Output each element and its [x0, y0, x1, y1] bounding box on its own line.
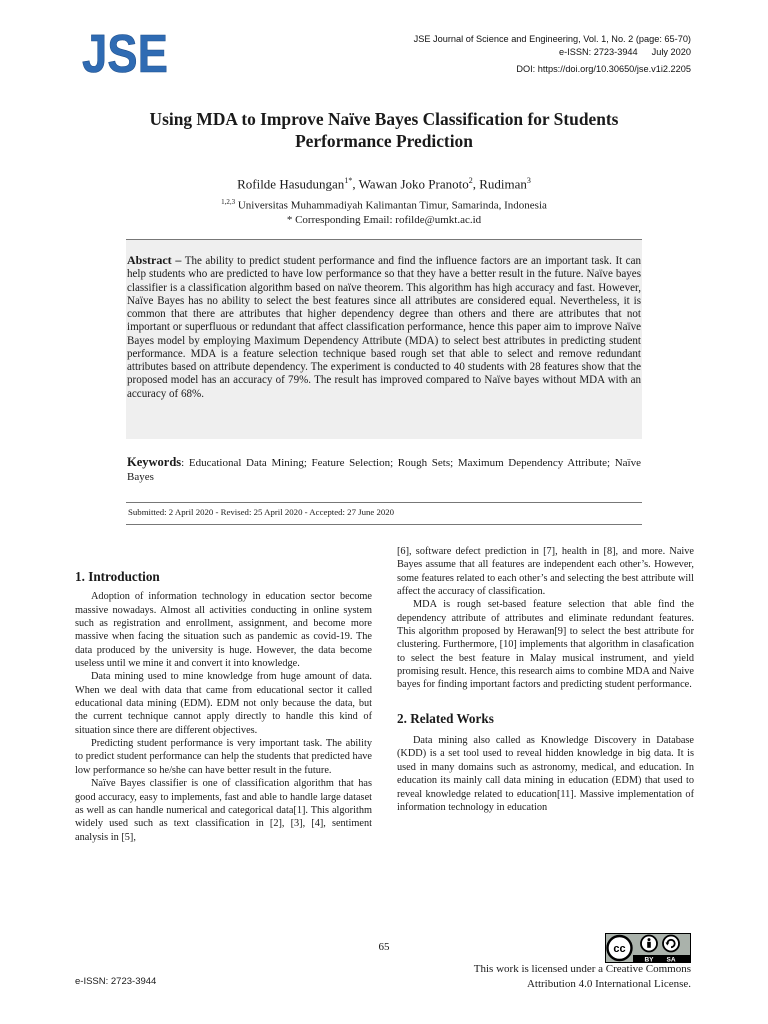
- intro-paragraph-2: Data mining used to mine knowledge from huge amount of data. When we deal with data that came from educational sector it called educational data mining (EDM). EDM not only because the data, but the current technique cannot apply directly to handle this kind of situation since there are different objectives.: [75, 671, 372, 736]
- intro-paragraph-4: Naïve Bayes classifier is one of classification algorithm that has good accuracy, easy to implements, fast and able to handle large dataset as well as can handle numerical and categorical data[1]. This algorithm widely used such as text classification in [2], [3], [4], sentiment analysis in [5],: [75, 778, 372, 843]
- footer-eissn: e-ISSN: 2723-3944: [75, 976, 157, 987]
- journal-line: JSE Journal of Science and Engineering, Vol. 1, No. 2 (page: 65-70): [413, 34, 691, 44]
- license-line-2[interactable]: Attribution 4.0 International License.: [526, 977, 691, 990]
- license-line-1[interactable]: This work is licensed under a Creative Commons: [473, 963, 691, 975]
- cc-sa-label: SA: [666, 956, 676, 964]
- affiliation-sup: 1,2,3: [221, 198, 236, 206]
- keywords: [127, 455, 641, 484]
- divider-top: [126, 502, 642, 503]
- paper-title: Using MDA to Improve Naïve Bayes Classification for Students Performance Prediction: [149, 109, 619, 151]
- corresponding-email: * Corresponding Email: rofilde@umkt.ac.id: [286, 213, 482, 226]
- right-paragraph-2: MDA is rough set-based feature selection that able find the dependency attribute of attributes and eliminate redundant features. This algorithm proposed by Herawan[9] to select the best attribute for clustering. Furthermore, [10] implements that algorithm in clasafication to select the best feature in Malay musical instrument, and yield promising result. Hence, this research aims to combine MDA and Naive bayes for finding important factors and predicting student performance.: [397, 599, 694, 691]
- author-3: Rudiman: [479, 176, 527, 192]
- intro-paragraph-1: Adoption of information technology in education sector become massive nowadays. Almost all activities conducting in online system such as registration and enrollment, assignment, and become more massive when facing the situation such as pandemic as covid-19. The data produced by the university is huge. However, the data become useless until we mine it and convert it into knowledge.: [75, 591, 372, 670]
- doi-link[interactable]: DOI: https://doi.org/10.30650/jse.v1i2.2205: [516, 63, 691, 74]
- cc-by-label: BY: [644, 956, 654, 964]
- affiliation-block: [0, 195, 768, 227]
- intro-heading: 1. Introduction: [75, 569, 160, 584]
- affiliation: Universitas Muhammadiyah Kalimantan Timur, Samarinda, Indonesia: [237, 199, 547, 212]
- author-1: Rofilde Hasudungan: [237, 176, 345, 192]
- author-list: Rofilde Hasudungan$^{1*}$, Wawan Joko Pranoto$^2$, Rudiman$^3$: [237, 176, 531, 192]
- left-column: [75, 569, 372, 844]
- issn-date-line: [414, 46, 691, 59]
- related-paragraph-1: Data mining also called as Knowledge Discovery in Database (KDD) is a set tool used to reveal hidden knowledge in big data. It is used in many domains such as astronomy, medical, and education. In education its mainly call data mining in education (EDM) that used to reveal knowledge related to education[11]. Massive implementation of information technology in education: [397, 735, 694, 813]
- journal-header: [414, 33, 691, 76]
- submission-dates: Submitted: 2 April 2020 - Revised: 25 April 2020 - Accepted: 27 June 2020: [128, 507, 395, 517]
- svg-text:cc: cc: [613, 943, 626, 955]
- sa-icon: [663, 936, 679, 952]
- intro-paragraph-3: Predicting student performance is very important task. The ability to predict student performance can help the students that predicted have low performance so he/she can have better result in the future.: [75, 738, 372, 776]
- abstract-text: The ability to predict student performance and find the influence factors are an important task. It can help students who are predicted to have low performance so that they have a better result in the future. Naïve bayes classifier is a classification algorithm based on naïve theorem. This algorithm has high accuracy and fast. However, Naïve Bayes has no ability to select the best features since all attributes are considered equal. Nevertheless, it is common that there are attributes that higher dependency degree than others and there are attributes that not important or superfluous or redundant that affect classification performance, hence this paper aim to improve Naïve Bayes model by employing Maximum Dependency Attribute (MDA) to select best attributes in predicting student performance. MDA is a feature selection technique based rough set that able to select and remove redundant attributes based on attribute dependency. The experiment is conducted to 40 students with 28 features show that the proposed model has an accuracy of 79%. The result has improved compared to Naïve bayes without MDA with an accuracy of 68%.: [127, 255, 642, 400]
- abstract: [127, 254, 641, 401]
- abstract-label: Abstract –: [127, 253, 182, 267]
- right-paragraph-1: [6], software defect prediction in [7], health in [8], and more. Naive Bayes assume that all features are independent each other’s. However, some features related to each other’s and selecting the best attribute will affect the accuracy of classification.: [397, 546, 694, 598]
- divider-bottom: [126, 524, 642, 525]
- author-2: Wawan Joko Pranoto: [358, 176, 469, 192]
- related-heading: 2. Related Works: [397, 710, 494, 726]
- keywords-text: : Educational Data Mining; Feature Selection; Rough Sets; Maximum Dependency Attribute; Naïve Bayes: [127, 457, 641, 483]
- cc-by-sa-badge[interactable]: [605, 933, 691, 963]
- right-column: [397, 545, 694, 814]
- logo-text: JSE: [82, 24, 168, 84]
- journal-logo: [82, 24, 170, 84]
- keywords-label: Keywords: [127, 455, 182, 469]
- author-1-sup: 1*: [344, 176, 353, 185]
- page-number: 65: [378, 941, 390, 953]
- header-eissn: e-ISSN: 2723-3944: [559, 47, 638, 58]
- author-2-sup: 2: [468, 176, 473, 185]
- author-3-sup: 3: [526, 176, 531, 185]
- header-date: July 2020: [651, 47, 691, 58]
- license-text: [474, 962, 691, 991]
